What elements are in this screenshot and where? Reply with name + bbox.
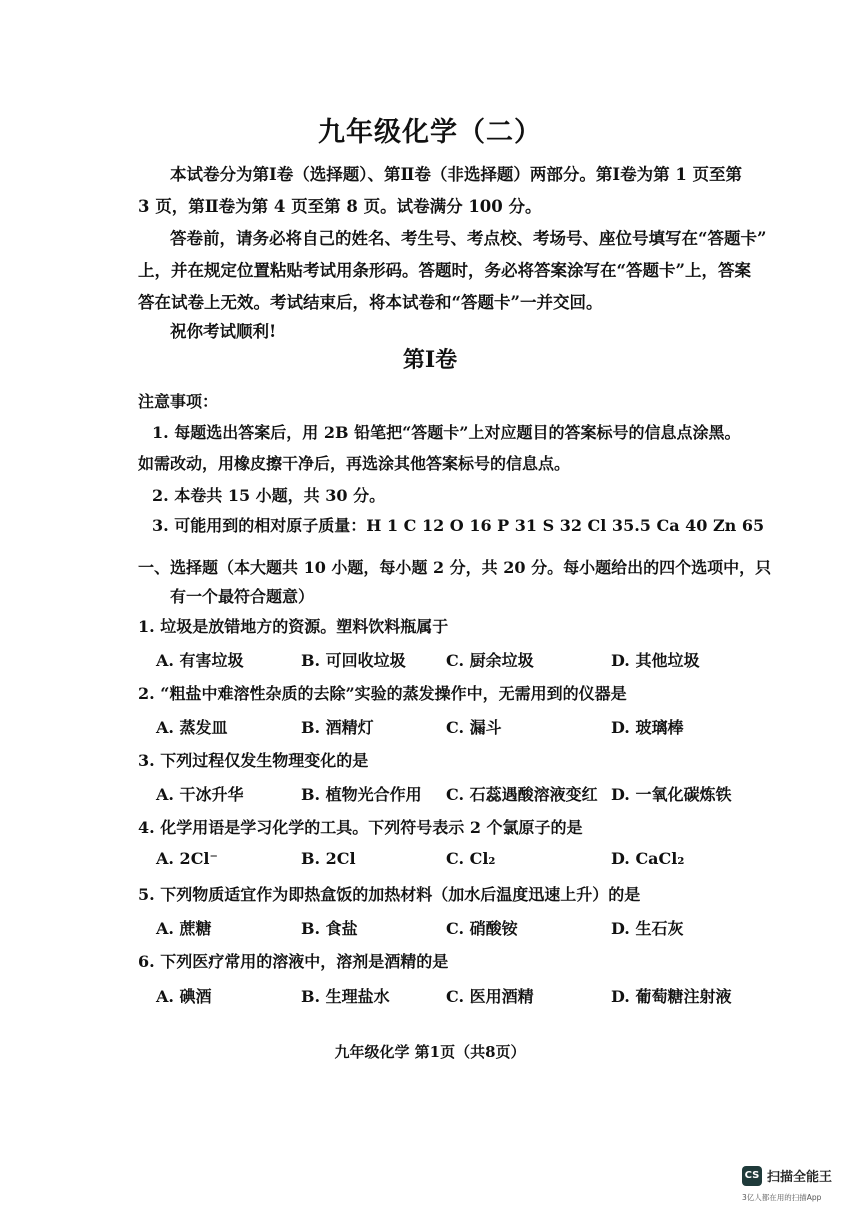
question-4-stem: 4. 化学用语是学习化学的工具。下列符号表示 2 个氯原子的是 <box>138 818 583 837</box>
notice-item-1-line-1: 1. 每题选出答案后，用 2B 铅笔把“答题卡”上对应题目的答案标号的信息点涂黑。 <box>152 423 741 442</box>
question-1-stem: 1. 垃圾是放错地方的资源。塑料饮料瓶属于 <box>138 617 449 636</box>
question-5-stem: 5. 下列物质适宜作为即热盒饭的加热材料（加水后温度迅速上升）的是 <box>138 885 641 904</box>
intro-paragraph-1-line-1: 本试卷分为第Ⅰ卷（选择题）、第Ⅱ卷（非选择题）两部分。第Ⅰ卷为第 1 页至第 <box>170 165 743 184</box>
question-6-option-a: A. 碘酒 <box>156 987 212 1006</box>
question-4-option-c: C. Cl₂ <box>446 849 496 868</box>
question-1-option-b: B. 可回收垃圾 <box>301 651 406 670</box>
question-4-option-b: B. 2Cl <box>301 849 356 868</box>
question-3-option-d: D. 一氧化碳炼铁 <box>611 785 732 804</box>
question-3-option-c: C. 石蕊遇酸溶液变红 <box>446 785 598 804</box>
page-title: 九年级化学（二） <box>318 117 542 148</box>
question-5-option-b: B. 食盐 <box>301 919 358 938</box>
question-3-option-a: A. 干冰升华 <box>156 785 244 804</box>
question-6-stem: 6. 下列医疗常用的溶液中，溶剂是酒精的是 <box>138 952 449 971</box>
question-6-option-c: C. 医用酒精 <box>446 987 534 1006</box>
question-2-option-a: A. 蒸发皿 <box>156 718 228 737</box>
question-5-option-c: C. 硝酸铵 <box>446 919 518 938</box>
notice-heading: 注意事项： <box>138 392 219 411</box>
question-4-option-d: D. CaCl₂ <box>611 849 685 868</box>
page-footer: 九年级化学 第1页（共8页） <box>334 1043 526 1061</box>
intro-paragraph-1-line-2: 3 页，第Ⅱ卷为第 4 页至第 8 页。试卷满分 100 分。 <box>138 197 542 216</box>
question-2-stem: 2. “粗盐中难溶性杂质的去除”实验的蒸发操作中，无需用到的仪器是 <box>138 684 627 703</box>
question-6-option-d: D. 葡萄糖注射液 <box>611 987 732 1006</box>
notice-item-2: 2. 本卷共 15 小题，共 30 分。 <box>152 486 386 505</box>
question-3-option-b: B. 植物光合作用 <box>301 785 422 804</box>
section-title: 第I卷 <box>402 347 458 373</box>
good-luck-line: 祝你考试顺利! <box>170 322 277 341</box>
question-2-option-d: D. 玻璃棒 <box>611 718 684 737</box>
question-3-stem: 3. 下列过程仅发生物理变化的是 <box>138 751 369 770</box>
question-6-option-b: B. 生理盐水 <box>301 987 390 1006</box>
part-one-heading-line-1: 一、选择题（本大题共 10 小题，每小题 2 分，共 20 分。每小题给出的四个选项中，只 <box>138 558 772 577</box>
question-5-option-a: A. 蔗糖 <box>156 919 212 938</box>
question-4-option-a: A. 2Cl⁻ <box>156 849 218 868</box>
camscanner-logo: CS <box>742 1166 762 1186</box>
intro-paragraph-2-line-3: 答在试卷上无效。考试结束后，将本试卷和“答题卡”一并交回。 <box>138 293 603 312</box>
camscanner-name: 扫描全能王 <box>767 1170 833 1185</box>
question-1-option-a: A. 有害垃圾 <box>156 651 244 670</box>
question-2-option-c: C. 漏斗 <box>446 718 502 737</box>
intro-paragraph-2-line-2: 上，并在规定位置粘贴考试用条形码。答题时，务必将答案涂写在“答题卡”上，答案 <box>138 261 751 280</box>
part-one-heading-line-2: 有一个最符合题意） <box>170 587 315 606</box>
camscanner-tagline: 3亿人都在用的扫描App <box>742 1193 822 1202</box>
question-5-option-d: D. 生石灰 <box>611 919 684 938</box>
notice-item-1-line-2: 如需改动，用橡皮擦干净后，再选涂其他答案标号的信息点。 <box>138 454 571 473</box>
intro-paragraph-2-line-1: 答卷前，请务必将自己的姓名、考生号、考点校、考场号、座位号填写在“答题卡” <box>170 229 767 248</box>
question-1-option-d: D. 其他垃圾 <box>611 651 700 670</box>
notice-item-3-atomic-masses: 3. 可能用到的相对原子质量：H 1 C 12 O 16 P 31 S 32 Cl 35.5 Ca 40 Zn 65 <box>152 516 765 535</box>
question-1-option-c: C. 厨余垃圾 <box>446 651 534 670</box>
question-2-option-b: B. 酒精灯 <box>301 718 374 737</box>
